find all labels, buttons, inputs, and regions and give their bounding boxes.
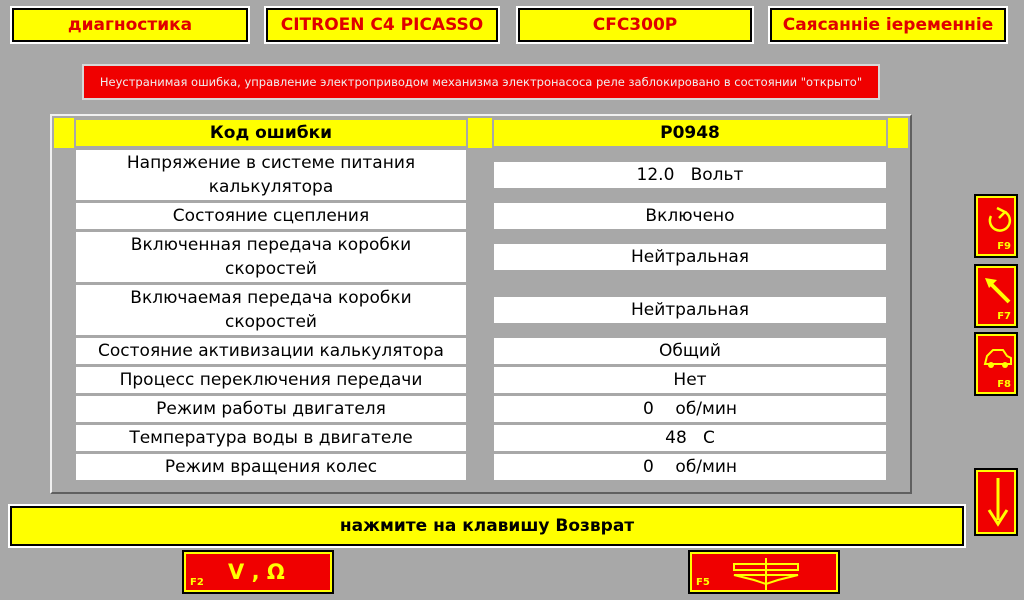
- f2-measure-label: V , Ω: [228, 560, 285, 584]
- param-value-engine-speed: 0 об/мин: [494, 396, 886, 422]
- param-value-supply-voltage: 12.0 Вольт: [494, 162, 886, 188]
- undo-arrow-icon: [983, 204, 1013, 238]
- fault-code-value: P0948: [494, 120, 886, 146]
- param-label-gear-shift: Процесс переключения передачи: [76, 367, 466, 393]
- param-label-supply-voltage: Напряжение в системе питания калькулятора: [76, 150, 466, 200]
- down-arrow-icon: [986, 476, 1010, 530]
- car-icon: [983, 342, 1013, 376]
- f7-button[interactable]: [976, 266, 1016, 326]
- param-label-clutch-state: Состояние сцепления: [76, 203, 466, 229]
- param-value-requested-gear: Нейтральная: [494, 297, 886, 323]
- param-value-ecu-activation: Общий: [494, 338, 886, 364]
- f9-undo-button[interactable]: [976, 196, 1016, 256]
- param-value-gear-shift: Нет: [494, 367, 886, 393]
- status-instruction: нажмите на клавишу Возврат: [10, 506, 964, 546]
- f7-key-label: F7: [997, 311, 1011, 322]
- f5-key-label: F5: [696, 577, 710, 588]
- scroll-down-button[interactable]: [976, 470, 1016, 534]
- f9-key-label: F9: [997, 241, 1011, 252]
- param-label-wheel-speed: Режим вращения колес: [76, 454, 466, 480]
- header-strip-right: [888, 118, 908, 148]
- screen-title: Саясаннiе iеременнiе: [770, 8, 1006, 42]
- param-label-engine-speed: Режим работы двигателя: [76, 396, 466, 422]
- param-value-engaged-gear: Нейтральная: [494, 244, 886, 270]
- param-value-clutch-state: Включено: [494, 203, 886, 229]
- header-strip-left: [54, 118, 74, 148]
- param-label-requested-gear: Включаемая передача коробки скоростей: [76, 285, 466, 335]
- f8-key-label: F8: [997, 379, 1011, 390]
- param-label-engaged-gear: Включенная передача коробки скоростей: [76, 232, 466, 282]
- ecu-title: CFC300P: [518, 8, 752, 42]
- f2-key-label: F2: [190, 577, 204, 588]
- f5-button[interactable]: [690, 552, 838, 592]
- param-value-wheel-speed: 0 об/мин: [494, 454, 886, 480]
- fault-code-label: Код ошибки: [76, 120, 466, 146]
- mode-title: диагностика: [12, 8, 248, 42]
- measurement-scale-icon: [730, 558, 802, 590]
- diagonal-arrow-icon: [983, 274, 1013, 308]
- param-label-coolant-temp: Температура воды в двигателе: [76, 425, 466, 451]
- param-label-ecu-activation: Состояние активизации калькулятора: [76, 338, 466, 364]
- vehicle-title: CITROEN C4 PICASSO: [266, 8, 498, 42]
- f8-vehicle-button[interactable]: [976, 334, 1016, 394]
- header-strip-gap: [468, 118, 492, 148]
- f2-measure-button[interactable]: [184, 552, 332, 592]
- error-banner: Неустранимая ошибка, управление электроприводом механизма электронасоса реле заблокировано в состоянии "открыто": [82, 64, 880, 100]
- param-value-coolant-temp: 48 С: [494, 425, 886, 451]
